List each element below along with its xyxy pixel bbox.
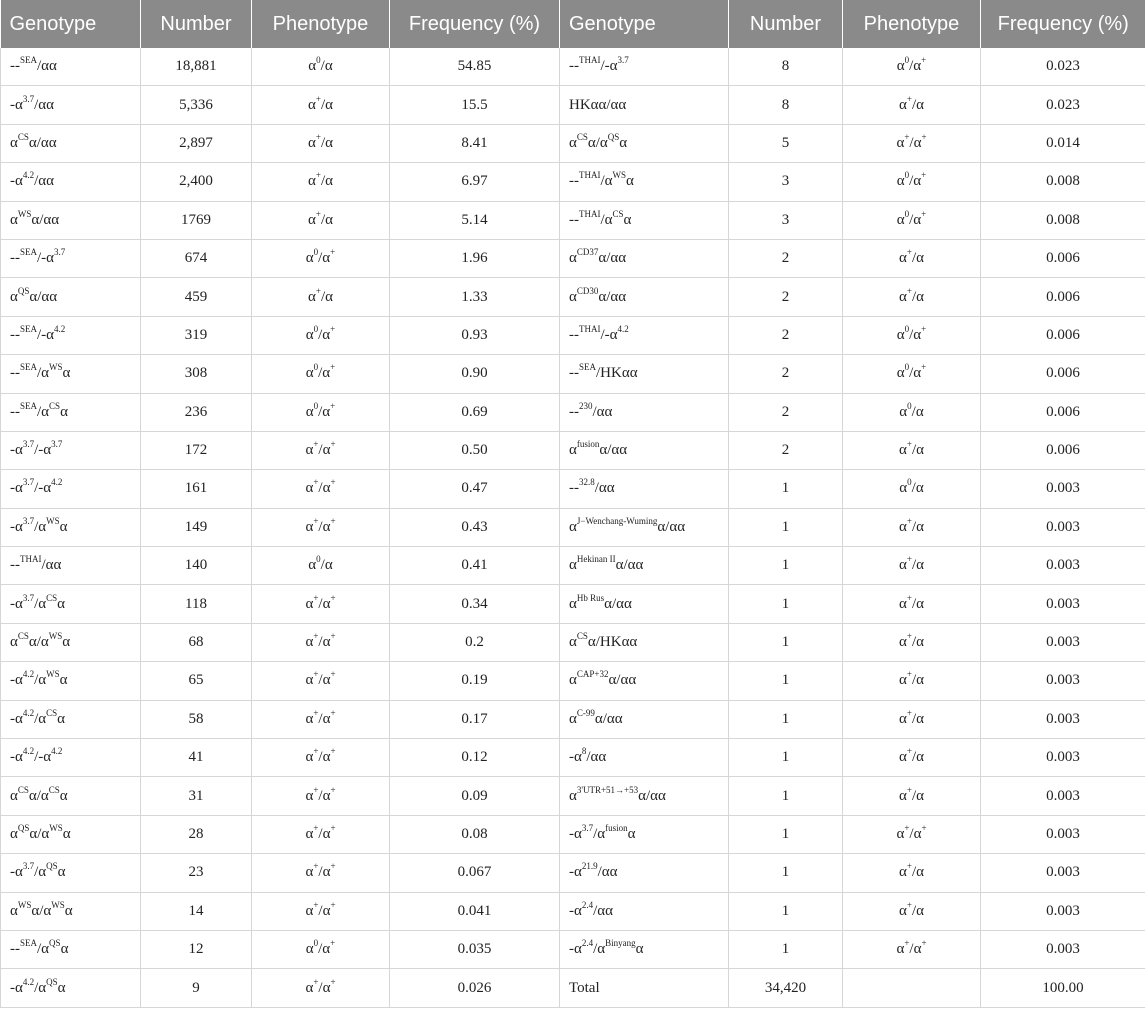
- genotype-cell-2: $\alpha^{C-99}\alpha/\alpha\alpha$: [560, 700, 729, 738]
- table-row: [1, 355, 1145, 393]
- header-number: Number: [141, 0, 252, 48]
- number-cell: 674: [141, 239, 252, 277]
- phenotype-cell-2: $\alpha^0/\alpha^+$: [843, 163, 981, 201]
- frequency-cell-2: 0.003: [981, 777, 1145, 815]
- phenotype-cell-2: α+/α+: [843, 815, 981, 853]
- frequency-cell: 0.47: [390, 470, 560, 508]
- genotype-cell-2: --$^{230}$/αα: [560, 393, 729, 431]
- table-row: [1, 48, 1145, 86]
- phenotype-cell: α+/α: [252, 124, 390, 162]
- phenotype-cell-2: α+/α: [843, 854, 981, 892]
- phenotype-cell: $\alpha^0/\alpha^+$: [252, 316, 390, 354]
- frequency-cell-2: 0.003: [981, 662, 1145, 700]
- number-cell: 118: [141, 585, 252, 623]
- frequency-cell-2: 0.006: [981, 431, 1145, 469]
- number-cell-2: 3: [729, 201, 843, 239]
- table-row: [1, 777, 1145, 815]
- number-cell: 140: [141, 547, 252, 585]
- genotype-cell: $-\alpha^{3.7}/\alpha\alpha$: [1, 86, 141, 124]
- frequency-cell: 0.90: [390, 355, 560, 393]
- number-cell-2: 2: [729, 278, 843, 316]
- phenotype-cell-2: α+/α: [843, 547, 981, 585]
- genotype-cell: $\alpha^{WS}\alpha/\alpha\alpha$: [1, 201, 141, 239]
- genotype-cell-2: $\alpha^{CS}\alpha/\alpha^{QS}\alpha$: [560, 124, 729, 162]
- number-cell-2: 8: [729, 48, 843, 86]
- genotype-cell-2: $\alpha^{J-Wenchang-Wuming}\alpha/\alpha\alpha$: [560, 508, 729, 546]
- phenotype-cell-2: $\alpha^0/\alpha^+$: [843, 48, 981, 86]
- table-row: [1, 815, 1145, 853]
- number-cell: 18,881: [141, 48, 252, 86]
- number-cell: 65: [141, 662, 252, 700]
- genotype-cell-2: $\alpha^{Hb Rus}\alpha/\alpha\alpha$: [560, 585, 729, 623]
- frequency-cell-2: 0.023: [981, 86, 1145, 124]
- phenotype-cell: α+/α+: [252, 623, 390, 661]
- phenotype-cell-2: α+/α: [843, 700, 981, 738]
- phenotype-cell-2: α+/α: [843, 777, 981, 815]
- frequency-cell-2: 0.006: [981, 393, 1145, 431]
- frequency-cell: 0.09: [390, 777, 560, 815]
- phenotype-cell-2: α+/α: [843, 239, 981, 277]
- genotype-cell: $-\alpha^{4.2}/\alpha^{QS}\alpha$: [1, 969, 141, 1007]
- frequency-cell: 1.96: [390, 239, 560, 277]
- frequency-cell: 0.43: [390, 508, 560, 546]
- table-row: [1, 278, 1145, 316]
- number-cell-2: 1: [729, 547, 843, 585]
- number-cell-2: 1: [729, 930, 843, 968]
- phenotype-cell: $\alpha^0/\alpha$: [252, 48, 390, 86]
- frequency-cell-2: 0.003: [981, 739, 1145, 777]
- table-row: [1, 623, 1145, 661]
- number-cell: 12: [141, 930, 252, 968]
- phenotype-cell: α+/α+: [252, 854, 390, 892]
- number-cell: 459: [141, 278, 252, 316]
- table-row: [1, 585, 1145, 623]
- genotype-cell-2: $\alpha^{fusion}\alpha/\alpha\alpha$: [560, 431, 729, 469]
- genotype-cell-2: $-\alpha^{21.9}/\alpha\alpha$: [560, 854, 729, 892]
- table-row: [1, 547, 1145, 585]
- frequency-cell: 0.041: [390, 892, 560, 930]
- number-cell: 172: [141, 431, 252, 469]
- phenotype-cell-2: $\alpha^0/\alpha^+$: [843, 201, 981, 239]
- genotype-cell-2: $--^{THAI}/-\alpha^{4.2}$: [560, 316, 729, 354]
- phenotype-cell: α+/α+: [252, 662, 390, 700]
- frequency-cell: 0.69: [390, 393, 560, 431]
- genotype-cell-2: $\alpha^{3'UTR+51\to+53}\alpha/\alpha\alpha$: [560, 777, 729, 815]
- frequency-cell: 0.34: [390, 585, 560, 623]
- number-cell-2: 1: [729, 739, 843, 777]
- table-row: [1, 662, 1145, 700]
- table-row: [1, 393, 1145, 431]
- phenotype-cell: $\alpha^0/\alpha^+$: [252, 393, 390, 431]
- frequency-cell: 0.41: [390, 547, 560, 585]
- phenotype-cell-2: α+/α: [843, 739, 981, 777]
- frequency-cell: 0.2: [390, 623, 560, 661]
- number-cell: 1769: [141, 201, 252, 239]
- number-cell-2: 2: [729, 316, 843, 354]
- phenotype-cell-2: α+/α: [843, 278, 981, 316]
- number-cell-2: 1: [729, 585, 843, 623]
- phenotype-cell: α+/α+: [252, 700, 390, 738]
- phenotype-cell-2: [843, 969, 981, 1007]
- frequency-cell: 0.50: [390, 431, 560, 469]
- number-cell-2: 1: [729, 470, 843, 508]
- genotype-cell: $\alpha^{WS}\alpha/\alpha^{WS}\alpha$: [1, 892, 141, 930]
- genotype-cell: $-\alpha^{3.7}/\alpha^{CS}\alpha$: [1, 585, 141, 623]
- table-row: [1, 470, 1145, 508]
- phenotype-cell: $\alpha^0/\alpha^+$: [252, 239, 390, 277]
- genotype-cell: $--^{SEA}/-\alpha^{4.2}$: [1, 316, 141, 354]
- genotype-cell-2: Total: [560, 969, 729, 1007]
- phenotype-cell: α+/α+: [252, 470, 390, 508]
- phenotype-cell-2: α+/α: [843, 86, 981, 124]
- genotype-cell: --$^{SEA}$/αα: [1, 48, 141, 86]
- frequency-cell-2: 0.023: [981, 48, 1145, 86]
- genotype-cell: $-\alpha^{3.7}/-\alpha^{4.2}$: [1, 470, 141, 508]
- genotype-cell-2: $\alpha^{CS}\alpha$/HKαα: [560, 623, 729, 661]
- phenotype-cell: α+/α+: [252, 777, 390, 815]
- phenotype-cell: α+/α: [252, 86, 390, 124]
- number-cell-2: 1: [729, 662, 843, 700]
- number-cell: 31: [141, 777, 252, 815]
- number-cell: 58: [141, 700, 252, 738]
- header-frequency-2: Frequency (%): [981, 0, 1145, 48]
- phenotype-cell-2: α+/α: [843, 431, 981, 469]
- genotype-cell: $-\alpha^{4.2}/\alpha^{CS}\alpha$: [1, 700, 141, 738]
- genotype-cell: $--^{SEA}/\alpha^{QS}\alpha$: [1, 930, 141, 968]
- number-cell: 319: [141, 316, 252, 354]
- phenotype-cell-2: α+/α: [843, 585, 981, 623]
- phenotype-cell-2: α+/α: [843, 623, 981, 661]
- genotype-cell-2: --$^{32.8}$/αα: [560, 470, 729, 508]
- header-phenotype: Phenotype: [252, 0, 390, 48]
- table-row: [1, 508, 1145, 546]
- phenotype-cell: $\alpha^0/\alpha^+$: [252, 355, 390, 393]
- number-cell: 5,336: [141, 86, 252, 124]
- table-row: [1, 239, 1145, 277]
- phenotype-cell-2: α+/α: [843, 508, 981, 546]
- table-row: [1, 930, 1145, 968]
- genotype-cell: $-\alpha^{4.2}/-\alpha^{4.2}$: [1, 739, 141, 777]
- frequency-cell-2: 0.003: [981, 623, 1145, 661]
- phenotype-cell: α+/α+: [252, 969, 390, 1007]
- number-cell-2: 5: [729, 124, 843, 162]
- frequency-cell: 5.14: [390, 201, 560, 239]
- number-cell-2: 2: [729, 393, 843, 431]
- frequency-cell-2: 0.003: [981, 700, 1145, 738]
- number-cell-2: 1: [729, 623, 843, 661]
- frequency-cell: 15.5: [390, 86, 560, 124]
- table-body: [1, 48, 1145, 1007]
- genotype-cell-2: $-\alpha^{2.4}/\alpha^{Binyang}\alpha$: [560, 930, 729, 968]
- number-cell: 2,400: [141, 163, 252, 201]
- genotype-cell: $-\alpha^{3.7}/\alpha^{QS}\alpha$: [1, 854, 141, 892]
- frequency-cell: 0.93: [390, 316, 560, 354]
- phenotype-cell: α+/α+: [252, 508, 390, 546]
- genotype-cell-2: $\alpha^{CAP+32}\alpha/\alpha\alpha$: [560, 662, 729, 700]
- frequency-cell-2: 0.006: [981, 278, 1145, 316]
- genotype-cell: $\alpha^{QS}\alpha/\alpha\alpha$: [1, 278, 141, 316]
- number-cell: 236: [141, 393, 252, 431]
- phenotype-cell: α+/α: [252, 278, 390, 316]
- number-cell: 41: [141, 739, 252, 777]
- phenotype-cell-2: α+/α+: [843, 930, 981, 968]
- phenotype-cell: α+/α: [252, 163, 390, 201]
- number-cell: 2,897: [141, 124, 252, 162]
- phenotype-cell: α+/α+: [252, 739, 390, 777]
- frequency-cell: 0.026: [390, 969, 560, 1007]
- frequency-cell-2: 0.006: [981, 355, 1145, 393]
- frequency-cell-2: 0.003: [981, 892, 1145, 930]
- genotype-cell: $--^{SEA}/-\alpha^{3.7}$: [1, 239, 141, 277]
- frequency-cell-2: 0.003: [981, 508, 1145, 546]
- genotype-cell: $-\alpha^{4.2}/\alpha\alpha$: [1, 163, 141, 201]
- genotype-cell-2: $-\alpha^{2.4}/\alpha\alpha$: [560, 892, 729, 930]
- phenotype-cell-2: α+/α+: [843, 124, 981, 162]
- table-row: [1, 163, 1145, 201]
- header-row: [1, 0, 1145, 48]
- frequency-cell: 0.19: [390, 662, 560, 700]
- table-row: [1, 854, 1145, 892]
- phenotype-cell: α+/α+: [252, 585, 390, 623]
- table-row: [1, 431, 1145, 469]
- genotype-cell-2: $\alpha^{Hekinan II}\alpha/\alpha\alpha$: [560, 547, 729, 585]
- phenotype-cell-2: $\alpha^0/\alpha$: [843, 393, 981, 431]
- frequency-cell: 0.08: [390, 815, 560, 853]
- header-phenotype-2: Phenotype: [843, 0, 981, 48]
- genotype-cell-2: $\alpha^{CD37}\alpha/\alpha\alpha$: [560, 239, 729, 277]
- genotype-cell-2: $-\alpha^{3.7}/\alpha^{fusion}\alpha$: [560, 815, 729, 853]
- genotype-cell: $\alpha^{CS}\alpha/\alpha\alpha$: [1, 124, 141, 162]
- frequency-cell: 8.41: [390, 124, 560, 162]
- number-cell-2: 1: [729, 854, 843, 892]
- phenotype-cell: α+/α+: [252, 892, 390, 930]
- phenotype-cell-2: $\alpha^0/\alpha$: [843, 470, 981, 508]
- number-cell-2: 34,420: [729, 969, 843, 1007]
- phenotype-cell-2: $\alpha^0/\alpha^+$: [843, 355, 981, 393]
- header-genotype: Genotype: [1, 0, 141, 48]
- frequency-cell-2: 0.006: [981, 316, 1145, 354]
- table-row: [1, 969, 1145, 1007]
- frequency-cell-2: 0.003: [981, 930, 1145, 968]
- genotype-cell: --$^{THAI}$/αα: [1, 547, 141, 585]
- genotype-cell: $\alpha^{QS}\alpha/\alpha^{WS}\alpha$: [1, 815, 141, 853]
- genotype-cell-2: $--^{THAI}/\alpha^{CS}\alpha$: [560, 201, 729, 239]
- header-frequency: Frequency (%): [390, 0, 560, 48]
- genotype-cell: $-\alpha^{4.2}/\alpha^{WS}\alpha$: [1, 662, 141, 700]
- frequency-cell-2: 0.003: [981, 585, 1145, 623]
- number-cell: 14: [141, 892, 252, 930]
- frequency-cell: 0.12: [390, 739, 560, 777]
- genotype-cell-2: --$^{SEA}$/HKαα: [560, 355, 729, 393]
- frequency-cell: 6.97: [390, 163, 560, 201]
- frequency-cell-2: 0.003: [981, 470, 1145, 508]
- number-cell: 9: [141, 969, 252, 1007]
- frequency-cell-2: 0.014: [981, 124, 1145, 162]
- phenotype-cell: α+/α: [252, 201, 390, 239]
- number-cell-2: 1: [729, 892, 843, 930]
- table-row: [1, 201, 1145, 239]
- genotype-cell-2: $\alpha^{CD30}\alpha/\alpha\alpha$: [560, 278, 729, 316]
- frequency-cell-2: 0.006: [981, 239, 1145, 277]
- number-cell-2: 1: [729, 508, 843, 546]
- number-cell-2: 8: [729, 86, 843, 124]
- genotype-cell: $--^{SEA}/\alpha^{WS}\alpha$: [1, 355, 141, 393]
- genotype-cell-2: HKαα/αα: [560, 86, 729, 124]
- number-cell: 149: [141, 508, 252, 546]
- frequency-cell-2: 0.008: [981, 163, 1145, 201]
- number-cell-2: 1: [729, 700, 843, 738]
- number-cell-2: 2: [729, 431, 843, 469]
- frequency-cell-2: 0.003: [981, 547, 1145, 585]
- number-cell-2: 3: [729, 163, 843, 201]
- frequency-cell: 0.067: [390, 854, 560, 892]
- number-cell: 23: [141, 854, 252, 892]
- genotype-cell: $\alpha^{CS}\alpha/\alpha^{CS}\alpha$: [1, 777, 141, 815]
- header-genotype-2: Genotype: [560, 0, 729, 48]
- table-row: [1, 316, 1145, 354]
- genotype-cell: $\alpha^{CS}\alpha/\alpha^{WS}\alpha$: [1, 623, 141, 661]
- number-cell: 28: [141, 815, 252, 853]
- number-cell-2: 1: [729, 777, 843, 815]
- genotype-cell-2: $-\alpha^8/\alpha\alpha$: [560, 739, 729, 777]
- frequency-cell: 1.33: [390, 278, 560, 316]
- frequency-cell-2: 100.00: [981, 969, 1145, 1007]
- frequency-cell-2: 0.008: [981, 201, 1145, 239]
- phenotype-cell-2: α+/α: [843, 662, 981, 700]
- genotype-cell-2: $--^{THAI}/-\alpha^{3.7}$: [560, 48, 729, 86]
- table-row: [1, 124, 1145, 162]
- genotype-cell: $-\alpha^{3.7}/-\alpha^{3.7}$: [1, 431, 141, 469]
- frequency-cell: 0.17: [390, 700, 560, 738]
- phenotype-cell: α+/α+: [252, 815, 390, 853]
- frequency-cell-2: 0.003: [981, 815, 1145, 853]
- header-number-2: Number: [729, 0, 843, 48]
- number-cell: 308: [141, 355, 252, 393]
- table-row: [1, 700, 1145, 738]
- number-cell-2: 1: [729, 815, 843, 853]
- table-row: [1, 739, 1145, 777]
- table-row: [1, 86, 1145, 124]
- phenotype-cell-2: α+/α: [843, 892, 981, 930]
- frequency-cell: 54.85: [390, 48, 560, 86]
- number-cell: 161: [141, 470, 252, 508]
- frequency-cell-2: 0.003: [981, 854, 1145, 892]
- phenotype-cell: $\alpha^0/\alpha$: [252, 547, 390, 585]
- genotype-cell: $--^{SEA}/\alpha^{CS}\alpha$: [1, 393, 141, 431]
- phenotype-cell: α+/α+: [252, 431, 390, 469]
- phenotype-cell: $\alpha^0/\alpha^+$: [252, 930, 390, 968]
- genotype-cell-2: $--^{THAI}/\alpha^{WS}\alpha$: [560, 163, 729, 201]
- number-cell: 68: [141, 623, 252, 661]
- number-cell-2: 2: [729, 355, 843, 393]
- number-cell-2: 2: [729, 239, 843, 277]
- phenotype-cell-2: $\alpha^0/\alpha^+$: [843, 316, 981, 354]
- table-row: [1, 892, 1145, 930]
- frequency-cell: 0.035: [390, 930, 560, 968]
- genotype-cell: $-\alpha^{3.7}/\alpha^{WS}\alpha$: [1, 508, 141, 546]
